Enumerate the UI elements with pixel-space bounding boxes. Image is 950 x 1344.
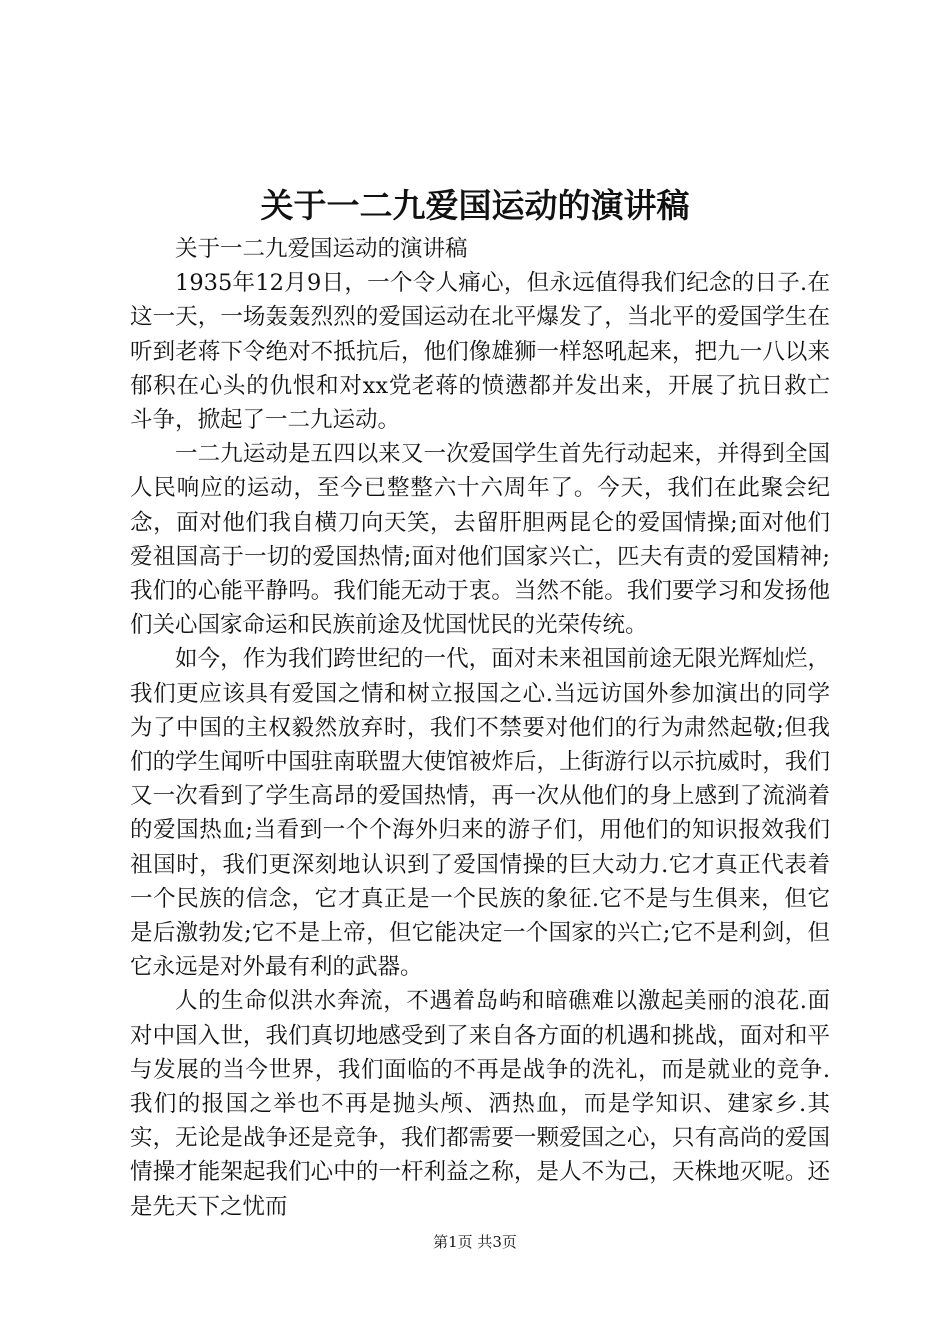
paragraph: 如今，作为我们跨世纪的一代，面对未来祖国前途无限光辉灿烂，我们更应该具有爱国之情和树立报国之心.当远访国外参加演出的同学为了中国的主权毅然放弃时，我们不禁要对他们的行为肃然起敬;但我们的学生闻听中国驻南联盟大使馆被炸后，上街游行以示抗威时，我们又一次看到了学生高昂的爱国热情，再一次从他们的身上感到了流淌着的爱国热血;当看到一个个海外归来的游子们，用他们的知识报效我们祖国时，我们更深刻地认识到了爱国情操的巨大动力.它才真正代表着一个民族的信念，它才真正是一个民族的象征.它不是与生俱来，但它是后激勃发;它不是上帝，但它能决定一个国家的兴亡;它不是利剑，但它永远是对外最有利的武器。 [130,646,830,981]
paragraph-subtitle: 关于一二九爱国运动的演讲稿 [175,236,468,262]
page-number-footer: 第1页 共3页 [433,1233,517,1251]
paragraph: 人的生命似洪水奔流，不遇着岛屿和暗礁难以激起美丽的浪花.面对中国入世，我们真切地感受到了来自各方面的机遇和挑战，面对和平与发展的当今世界，我们面临的不再是战争的洗礼，而是就业的竞争.我们的报国之举也不再是抛头颅、洒热血，而是学知识、建家乡.其实，无论是战争还是竞争，我们都需要一颗爱国之心，只有高尚的爱国情操才能架起我们心中的一杆利益之称，是人不为己，天株地灭呢。还是先天下之忧而 [130,988,830,1220]
document-title: 关于一二九爱国运动的演讲稿 [260,186,690,225]
paragraph: 1935年12月9日，一个令人痛心，但永远值得我们纪念的日子.在这一天，一场轰轰烈烈的爱国运动在北平爆发了，当北平的爱国学生在听到老蒋下令绝对不抵抗后，他们像雄狮一样怒吼起来，把九一八以来郁积在心头的仇恨和对xx党老蒋的愤懑都并发出来，开展了抗日救亡斗争，掀起了一二九运动。 [130,270,830,434]
document-body [130,232,830,1224]
paragraph: 一二九运动是五四以来又一次爱国学生首先行动起来，并得到全国人民响应的运动，至今已整整六十六周年了。今天，我们在此聚会纪念，面对他们我自横刀向天笑，去留肝胆两昆仑的爱国情操;面对他们爱祖国高于一切的爱国热情;面对他们国家兴亡，匹夫有责的爱国精神;我们的心能平静吗。我们能无动于衷。当然不能。我们要学习和发扬他们关心国家命运和民族前途及忧国忧民的光荣传统。 [130,441,830,639]
